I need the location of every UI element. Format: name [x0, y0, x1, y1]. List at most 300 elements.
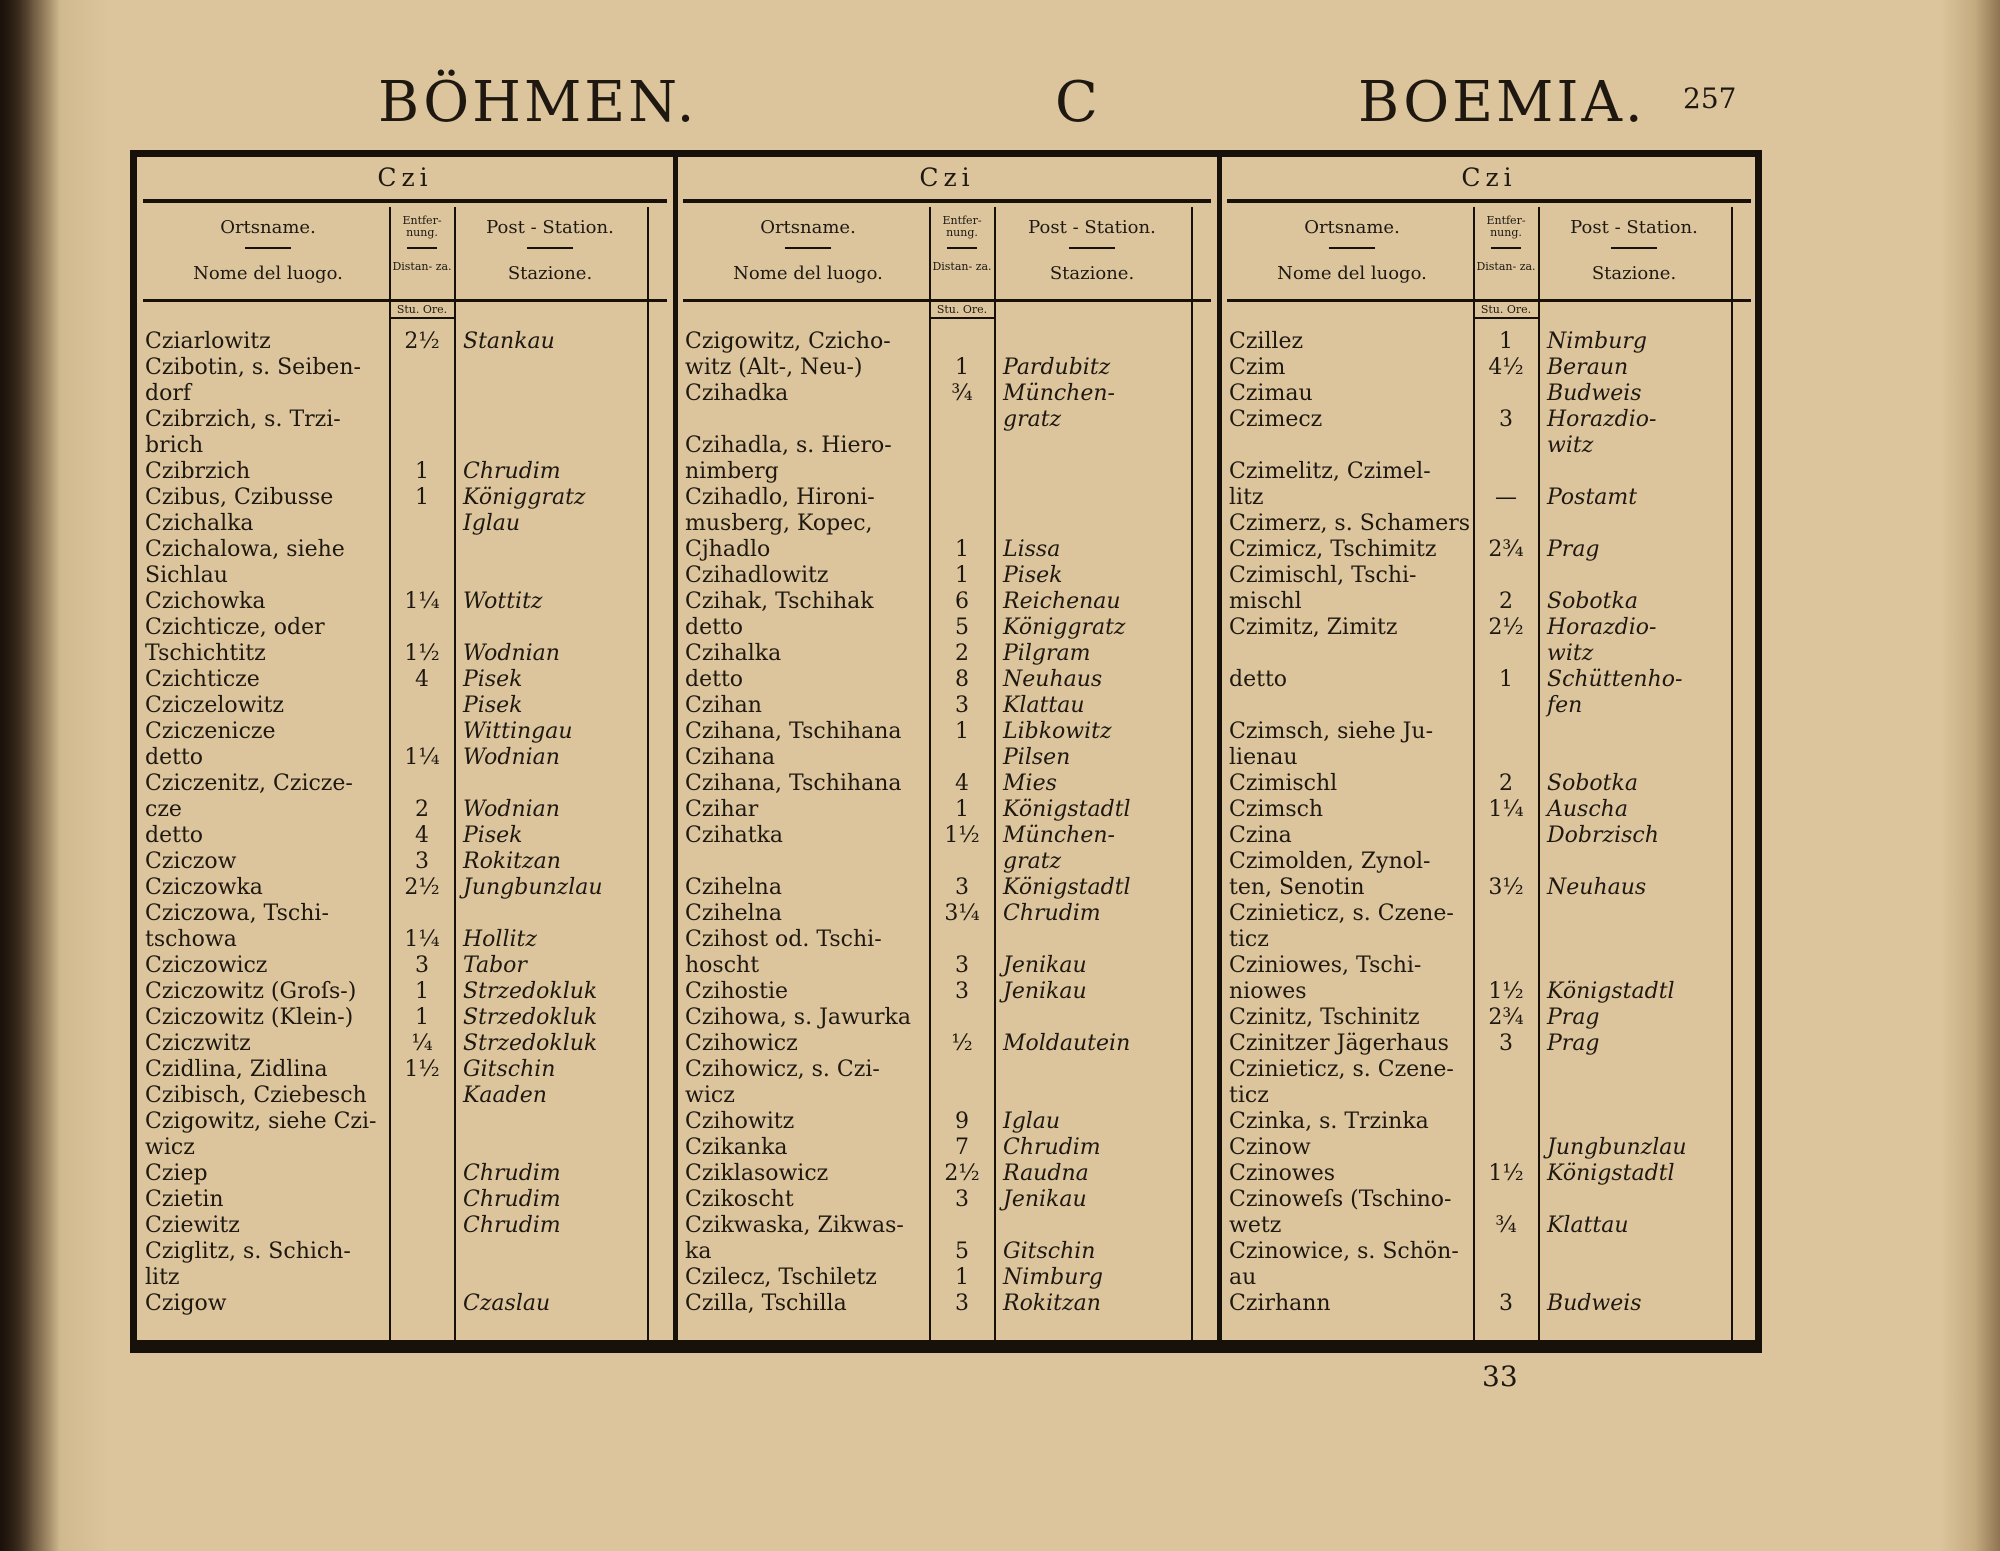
place-name: Cziczowa, Tschi- [145, 901, 329, 926]
column-rule [1731, 207, 1733, 1353]
post-station: Budweis [1547, 1291, 1642, 1316]
distance-value: 1 [1499, 667, 1513, 692]
header-label-de: Ortsname. [220, 217, 316, 238]
post-station: Gitschin [463, 1057, 556, 1082]
place-name: wicz [145, 1135, 195, 1160]
table-row [137, 771, 643, 797]
place-name: Czigowitz, Czicho- [685, 329, 891, 354]
place-name: detto [1229, 667, 1288, 692]
table-row [1221, 1161, 1727, 1187]
table-row [677, 979, 1187, 1005]
post-station: Klattau [1003, 693, 1085, 718]
units-label: Stu. Ore. [936, 303, 988, 316]
distance-value: 1 [955, 355, 969, 380]
table-row [677, 459, 1187, 485]
distance-value: 1 [415, 485, 429, 510]
distance-value: 1 [955, 719, 969, 744]
table-row [137, 1031, 643, 1057]
place-name: niowes [1229, 979, 1307, 1004]
distance-value: 3 [415, 849, 429, 874]
distance-value: 1½ [944, 823, 980, 848]
place-name: Sichlau [145, 563, 228, 588]
column-block-2 [677, 157, 1217, 1353]
post-station: Prag [1547, 1031, 1600, 1056]
post-station: Horazdio- [1547, 407, 1657, 432]
table-frame [130, 150, 1762, 1353]
table-row [137, 797, 643, 823]
post-station: Gitschin [1003, 1239, 1096, 1264]
header-place-name [683, 211, 933, 299]
table-row [137, 1265, 643, 1291]
place-name: Czikoscht [685, 1187, 794, 1212]
place-name: Czichalka [145, 511, 254, 536]
header-top-rule [143, 199, 667, 203]
post-station: Wottitz [463, 589, 543, 614]
table-row [1221, 1109, 1727, 1135]
place-name: Cziklasowicz [685, 1161, 829, 1186]
post-station: gratz [1003, 849, 1062, 874]
table-row [677, 1161, 1187, 1187]
place-name: detto [685, 667, 744, 692]
table-row [137, 407, 643, 433]
place-name: Cziniowes, Tschi- [1229, 953, 1422, 978]
header-bottom-rule [1227, 299, 1751, 302]
distance-value: 3 [1499, 1031, 1513, 1056]
place-name: Czilla, Tschilla [685, 1291, 847, 1316]
post-station: Chrudim [1003, 901, 1101, 926]
table-row [677, 615, 1187, 641]
distance-value: 1 [415, 979, 429, 1004]
post-station: Dobrzisch [1547, 823, 1659, 848]
distance-value: 7 [955, 1135, 969, 1160]
header-dash [947, 247, 977, 249]
post-station: Chrudim [463, 1213, 561, 1238]
post-station: Jenikau [1003, 1187, 1087, 1212]
place-name: Czihostie [685, 979, 789, 1004]
distance-value: 3 [955, 979, 969, 1004]
place-name: Cziczwitz [145, 1031, 251, 1056]
post-station: Kaaden [463, 1083, 547, 1108]
header-dash [1329, 247, 1375, 249]
table-row [1221, 875, 1727, 901]
table-row [1221, 407, 1727, 433]
distance-value: ¾ [951, 381, 973, 406]
place-name: Czillez [1229, 329, 1304, 354]
post-station: Reichenau [1003, 589, 1121, 614]
post-station: Königgratz [463, 485, 586, 510]
units-label: Stu. Ore. [1480, 303, 1532, 316]
post-station: Strzedokluk [463, 1005, 598, 1030]
place-name: ticz [1229, 1083, 1269, 1108]
distance-value: 2½ [944, 1161, 980, 1186]
place-name: detto [145, 745, 204, 770]
header-label-it: Stazione. [1049, 263, 1135, 284]
place-name: Cziczenitz, Czicze- [145, 771, 353, 796]
table-row [1221, 1213, 1727, 1239]
table-row [137, 1005, 643, 1031]
table-row [677, 771, 1187, 797]
post-station: Pisek [1003, 563, 1063, 588]
distance-value: 2½ [404, 875, 440, 900]
place-name: Czinitzer Jägerhaus [1229, 1031, 1449, 1056]
post-station: Pilsen [1003, 745, 1071, 770]
distance-value: 3 [1499, 407, 1513, 432]
place-name: Cziczow [145, 849, 237, 874]
place-name: Czihar [685, 797, 759, 822]
post-station: Rokitzan [1003, 1291, 1101, 1316]
table-row [137, 485, 643, 511]
table-row [677, 1291, 1187, 1317]
table-row [677, 355, 1187, 381]
header-label-it: Nome del luogo. [193, 263, 343, 284]
distance-value: 6 [955, 589, 969, 614]
post-station: Königstadtl [1547, 1161, 1675, 1186]
place-name: Czihatka [685, 823, 784, 848]
table-row [677, 1005, 1187, 1031]
table-row [677, 1265, 1187, 1291]
post-station: Strzedokluk [463, 1031, 598, 1056]
distance-value: 3 [955, 1291, 969, 1316]
table-row [677, 1213, 1187, 1239]
post-station: Königstadtl [1003, 875, 1131, 900]
header-dash [1491, 247, 1521, 249]
place-name: Czimsch, siehe Ju- [1229, 719, 1434, 744]
post-station: Jenikau [1003, 979, 1087, 1004]
distance-value: 1 [415, 1005, 429, 1030]
post-station: Raudna [1003, 1161, 1089, 1186]
distance-value: 9 [955, 1109, 969, 1134]
place-name: Czihan [685, 693, 762, 718]
header-distance [1476, 211, 1536, 299]
table-row [1221, 849, 1727, 875]
table-row [677, 667, 1187, 693]
table-row [1221, 485, 1727, 511]
post-station: Nimburg [1003, 1265, 1103, 1290]
place-name: Czinowes [1229, 1161, 1336, 1186]
table-row [137, 927, 643, 953]
post-station: Czaslau [463, 1291, 551, 1316]
distance-value: 2 [1499, 589, 1513, 614]
header-place-name [143, 211, 393, 299]
table-row [137, 667, 643, 693]
place-name: nimberg [685, 459, 779, 484]
place-name: Czimsch [1229, 797, 1324, 822]
post-station: Jenikau [1003, 953, 1087, 978]
distance-value: 1 [955, 1265, 969, 1290]
place-name: hoscht [685, 953, 760, 978]
post-station: München- [1003, 823, 1115, 848]
post-station: witz [1547, 641, 1594, 666]
distance-value: 2 [955, 641, 969, 666]
post-station: Tabor [463, 953, 527, 978]
header-label-de: Entfer- nung. [1486, 214, 1526, 239]
place-name: Czihadlowitz [685, 563, 829, 588]
header-top-rule [1227, 199, 1751, 203]
distance-value: 3½ [1488, 875, 1524, 900]
table-row [677, 1057, 1187, 1083]
units-label: Stu. Ore. [396, 303, 448, 316]
header-dash [245, 247, 291, 249]
place-name: wetz [1229, 1213, 1282, 1238]
distance-value: — [1495, 485, 1517, 510]
title-german: BÖHMEN. [378, 70, 698, 135]
distance-value: 1½ [404, 641, 440, 666]
table-row [137, 849, 643, 875]
place-name: mischl [1229, 589, 1302, 614]
place-name: Czietin [145, 1187, 224, 1212]
table-row [677, 329, 1187, 355]
place-name: ten, Senotin [1229, 875, 1365, 900]
distance-value: 1 [1499, 329, 1513, 354]
place-name: Czigow [145, 1291, 227, 1316]
header-label-de: Entfer- nung. [402, 214, 442, 239]
table-row [677, 693, 1187, 719]
post-station: Postamt [1547, 485, 1638, 510]
distance-value: 4½ [1488, 355, 1524, 380]
post-station: Rokitzan [463, 849, 561, 874]
table-row [137, 693, 643, 719]
header-dash [1611, 247, 1657, 249]
header-label-de: Post - Station. [1570, 217, 1698, 238]
header-label-it: Stazione. [507, 263, 593, 284]
table-row [677, 719, 1187, 745]
post-station: gratz [1003, 407, 1062, 432]
place-name: Czihak, Tschihak [685, 589, 874, 614]
table-row [677, 745, 1187, 771]
table-row [1221, 511, 1727, 537]
table-row [677, 1135, 1187, 1161]
table-row [1221, 1187, 1727, 1213]
table-row [677, 901, 1187, 927]
table-row [677, 407, 1187, 433]
header-label-de: Ortsname. [1304, 217, 1400, 238]
table-row [677, 1109, 1187, 1135]
distance-value: 5 [955, 615, 969, 640]
post-station: Schüttenho- [1547, 667, 1683, 692]
distance-value: 3 [955, 875, 969, 900]
header-label-it: Nome del luogo. [733, 263, 883, 284]
distance-value: 2½ [404, 329, 440, 354]
section-letters: Czi [1461, 163, 1517, 192]
place-name: detto [685, 615, 744, 640]
place-name: Cziczowitz (Groſs-) [145, 979, 357, 1004]
header-place-name [1227, 211, 1477, 299]
place-name: cze [145, 797, 182, 822]
units-rule [930, 317, 994, 319]
table-row [137, 979, 643, 1005]
table-row [1221, 1083, 1727, 1109]
table-row [677, 381, 1187, 407]
place-name: Czichticze [145, 667, 260, 692]
table-row [137, 1057, 643, 1083]
running-head [120, 70, 1760, 140]
header-label-it: Distan- za. [932, 260, 992, 273]
post-station: Wodnian [463, 745, 560, 770]
distance-value: 3 [955, 953, 969, 978]
table-row [137, 641, 643, 667]
table-row [677, 953, 1187, 979]
post-station: Lissa [1003, 537, 1061, 562]
place-name: Czinieticz, s. Czene- [1229, 901, 1454, 926]
place-name: Czihowa, s. Jawurka [685, 1005, 911, 1030]
post-station: Horazdio- [1547, 615, 1657, 640]
header-label-it: Nome del luogo. [1277, 263, 1427, 284]
place-name: Czihadka [685, 381, 789, 406]
column-rule [1191, 207, 1193, 1353]
post-station: Chrudim [463, 459, 561, 484]
place-name: Cjhadlo [685, 537, 771, 562]
place-name: Czibotin, s. Seiben- [145, 355, 361, 380]
place-name: Czinow [1229, 1135, 1311, 1160]
place-name: Czibrzich [145, 459, 251, 484]
post-station: Hollitz [463, 927, 537, 952]
distance-value: 8 [955, 667, 969, 692]
table-row [677, 433, 1187, 459]
place-name: Czimecz [1229, 407, 1323, 432]
place-name: Cziewitz [145, 1213, 240, 1238]
table-row [137, 329, 643, 355]
table-row [677, 1031, 1187, 1057]
place-name: Czinitz, Tschinitz [1229, 1005, 1420, 1030]
post-station: Königstadtl [1003, 797, 1131, 822]
place-name: Czimolden, Zynol- [1229, 849, 1431, 874]
table-row [137, 719, 643, 745]
place-name: Czim [1229, 355, 1286, 380]
table-row [137, 511, 643, 537]
post-station: Chrudim [463, 1187, 561, 1212]
table-row [137, 1213, 643, 1239]
place-name: detto [145, 823, 204, 848]
post-station: Pardubitz [1003, 355, 1111, 380]
header-label-it: Stazione. [1591, 263, 1677, 284]
table-row [137, 953, 643, 979]
distance-value: 2 [1499, 771, 1513, 796]
post-station: München- [1003, 381, 1115, 406]
place-name: au [1229, 1265, 1257, 1290]
table-row [137, 875, 643, 901]
place-name: Czirhann [1229, 1291, 1331, 1316]
post-station: Chrudim [1003, 1135, 1101, 1160]
distance-value: 4 [955, 771, 969, 796]
distance-value: 4 [415, 823, 429, 848]
table-row [677, 563, 1187, 589]
place-name: Cziarlowitz [145, 329, 271, 354]
place-name: musberg, Kopec, [685, 511, 873, 536]
table-row [137, 745, 643, 771]
post-station: Königgratz [1003, 615, 1126, 640]
table-row [1221, 979, 1727, 1005]
table-row [137, 1135, 643, 1161]
section-letters: Czi [919, 163, 975, 192]
place-name: ka [685, 1239, 712, 1264]
place-name: Czinowice, s. Schön- [1229, 1239, 1459, 1264]
place-name: tschowa [145, 927, 237, 952]
table-row [137, 823, 643, 849]
header-post-station [457, 211, 643, 299]
table-row [137, 381, 643, 407]
distance-value: 3 [1499, 1291, 1513, 1316]
header-post-station [1541, 211, 1727, 299]
header-distance [932, 211, 992, 299]
post-station: Sobotka [1547, 589, 1638, 614]
header-label-de: Post - Station. [486, 217, 614, 238]
distance-value: 4 [415, 667, 429, 692]
place-name: Czihelna [685, 901, 782, 926]
table-row [677, 1187, 1187, 1213]
table-row [1221, 1057, 1727, 1083]
distance-value: 2½ [1488, 615, 1524, 640]
table-row [1221, 719, 1727, 745]
post-station: Königstadtl [1547, 979, 1675, 1004]
place-name: Czina [1229, 823, 1292, 848]
page-number: 257 [1683, 82, 1737, 115]
post-station: Neuhaus [1547, 875, 1647, 900]
table-row [137, 901, 643, 927]
place-name: Czikwaska, Zikwas- [685, 1213, 904, 1238]
table-row [137, 1291, 643, 1317]
header-bottom-rule [683, 299, 1211, 302]
post-station: Pilgram [1003, 641, 1091, 666]
table-row [1221, 1135, 1727, 1161]
post-station: Moldautein [1003, 1031, 1131, 1056]
header-top-rule [683, 199, 1211, 203]
table-row [1221, 641, 1727, 667]
table-row [1221, 1265, 1727, 1291]
post-station: Nimburg [1547, 329, 1647, 354]
distance-value: 1 [955, 563, 969, 588]
binding-shadow [0, 0, 60, 1551]
post-station: Strzedokluk [463, 979, 598, 1004]
table-row [137, 1239, 643, 1265]
distance-value: 1¼ [404, 745, 440, 770]
place-name: Czimau [1229, 381, 1313, 406]
post-station: Prag [1547, 1005, 1600, 1030]
place-name: Cziep [145, 1161, 208, 1186]
table-row [1221, 1005, 1727, 1031]
distance-value: 1½ [404, 1057, 440, 1082]
place-name: ticz [1229, 927, 1269, 952]
place-name: Czilecz, Tschiletz [685, 1265, 877, 1290]
distance-value: 2 [415, 797, 429, 822]
distance-value: 2¾ [1488, 1005, 1524, 1030]
table-row [1221, 953, 1727, 979]
title-letter: C [1055, 70, 1098, 135]
post-station: Auscha [1547, 797, 1628, 822]
table-row [1221, 433, 1727, 459]
place-name: Czihana [685, 745, 776, 770]
table-row [1221, 563, 1727, 589]
place-name: Czichowka [145, 589, 266, 614]
table-row [137, 1083, 643, 1109]
place-name: Czibisch, Cziebesch [145, 1083, 367, 1108]
distance-value: 1 [955, 797, 969, 822]
post-station: Beraun [1547, 355, 1629, 380]
distance-value: ¼ [411, 1031, 433, 1056]
table-row [677, 641, 1187, 667]
place-name: Czihalka [685, 641, 782, 666]
header-label-it: Distan- za. [392, 260, 452, 273]
table-row [137, 563, 643, 589]
table-row [137, 1161, 643, 1187]
table-row [1221, 589, 1727, 615]
place-name: Czihana, Tschihana [685, 719, 902, 744]
post-station: Jungbunzlau [463, 875, 603, 900]
table-row [1221, 1291, 1727, 1317]
units-rule [390, 317, 454, 319]
distance-value: ¾ [1495, 1213, 1517, 1238]
place-name: Czinieticz, s. Czene- [1229, 1057, 1454, 1082]
table-row [1221, 615, 1727, 641]
